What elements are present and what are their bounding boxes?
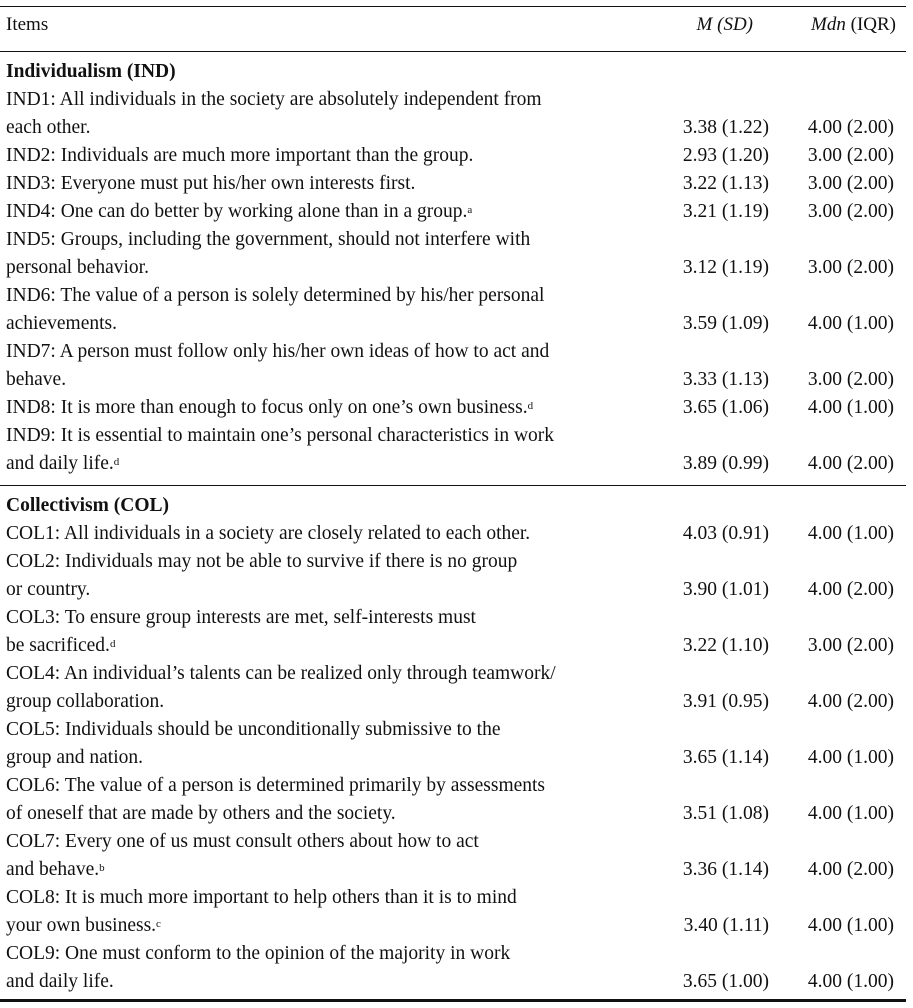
item-line	[6, 912, 646, 940]
header-items: Items	[6, 14, 49, 35]
item-line-text: or country.	[6, 579, 91, 600]
header-m: M	[696, 14, 713, 35]
item-line	[6, 198, 646, 226]
item-text	[6, 226, 646, 282]
item-line-text: IND1: All individuals in the society are absolutely independent from	[6, 89, 542, 110]
median-iqr-cell: 4.00 (1.00)	[807, 397, 894, 418]
table-row	[0, 226, 906, 282]
item-line	[6, 632, 646, 660]
item-text	[6, 338, 646, 394]
mean-sd-cell: 3.36 (1.14)	[682, 859, 769, 880]
item-line	[6, 114, 646, 142]
item-text	[6, 716, 646, 772]
item-text	[6, 660, 646, 716]
item-line-text: and daily life.	[6, 453, 114, 474]
item-text	[6, 940, 646, 996]
item-line	[6, 660, 646, 688]
item-line-text: personal behavior.	[6, 257, 149, 278]
median-iqr-cell: 3.00 (2.00)	[807, 173, 894, 194]
mean-sd-cell: 3.51 (1.08)	[682, 803, 769, 824]
item-text	[6, 548, 646, 604]
mean-sd-cell: 3.89 (0.99)	[682, 453, 769, 474]
item-line	[6, 828, 646, 856]
item-line-text: IND3: Everyone must put his/her own interests first.	[6, 173, 416, 194]
median-iqr-cell: 3.00 (2.00)	[807, 635, 894, 656]
item-line-text: group and nation.	[6, 747, 144, 768]
header-sd: SD	[723, 14, 747, 35]
mean-sd-cell: 3.21 (1.19)	[682, 201, 769, 222]
footnote-marker: b	[99, 862, 105, 874]
item-line-text: achievements.	[6, 313, 117, 334]
item-line	[6, 856, 646, 884]
item-line	[6, 548, 646, 576]
header-mdn: Mdn	[811, 14, 846, 35]
item-line-text: each other.	[6, 117, 91, 138]
item-line-text: group collaboration.	[6, 691, 165, 712]
section-title-word: Collectivism	[6, 495, 109, 516]
item-text	[6, 198, 646, 226]
item-text	[6, 422, 646, 478]
section-title-abbr: IND	[133, 61, 170, 82]
table-row	[0, 884, 906, 940]
median-iqr-cell: 4.00 (2.00)	[807, 691, 894, 712]
item-line-text: IND6: The value of a person is solely determined by his/her personal	[6, 285, 545, 306]
item-line	[6, 282, 646, 310]
mean-sd-cell: 3.22 (1.10)	[682, 635, 769, 656]
mean-sd-cell: 3.65 (1.14)	[682, 747, 769, 768]
bottom-rule	[0, 999, 906, 1002]
item-line	[6, 310, 646, 338]
item-line	[6, 338, 646, 366]
item-line	[6, 604, 646, 632]
median-iqr-cell: 3.00 (2.00)	[807, 257, 894, 278]
footnote-marker: c	[156, 918, 161, 930]
item-line	[6, 716, 646, 744]
item-text	[6, 604, 646, 660]
item-text	[6, 520, 646, 548]
item-line-text: and daily life.	[6, 971, 114, 992]
table-row	[0, 142, 906, 170]
item-text	[6, 86, 646, 142]
median-iqr-cell: 4.00 (1.00)	[807, 523, 894, 544]
mean-sd-cell: 3.65 (1.06)	[682, 397, 769, 418]
median-iqr-cell: 3.00 (2.00)	[807, 201, 894, 222]
table-row	[0, 828, 906, 884]
table-row	[0, 338, 906, 394]
table-row	[0, 198, 906, 226]
table-row	[0, 940, 906, 996]
table-row	[0, 170, 906, 198]
header-rule	[0, 51, 906, 52]
item-line	[6, 800, 646, 828]
mean-sd-cell: 3.22 (1.13)	[682, 173, 769, 194]
item-line	[6, 394, 646, 422]
item-line-text: your own business.	[6, 915, 157, 936]
median-iqr-cell: 4.00 (1.00)	[807, 313, 894, 334]
section-divider-rule	[0, 485, 906, 486]
median-iqr-cell: 4.00 (1.00)	[807, 803, 894, 824]
item-line	[6, 520, 646, 548]
item-line	[6, 422, 646, 450]
table-row	[0, 772, 906, 828]
mean-sd-cell: 4.03 (0.91)	[682, 523, 769, 544]
item-line-text: behave.	[6, 369, 67, 390]
item-line-text: be sacrificed.	[6, 635, 110, 656]
item-line-text: IND8: It is more than enough to focus only on one’s own business.	[6, 397, 528, 418]
item-line	[6, 688, 646, 716]
table-row	[0, 660, 906, 716]
item-line-text: COL5: Individuals should be unconditionally submissive to the	[6, 719, 501, 740]
section-title-abbr: COL	[120, 495, 163, 516]
item-line-text: of oneself that are made by others and the society.	[6, 803, 396, 824]
median-iqr-cell: 4.00 (1.00)	[807, 915, 894, 936]
table-row	[0, 282, 906, 338]
item-text	[6, 282, 646, 338]
section-title-word: Individualism	[6, 61, 122, 82]
item-line-text: COL1: All individuals in a society are closely related to each other.	[6, 523, 531, 544]
item-line-text: IND5: Groups, including the government, should not interfere with	[6, 229, 531, 250]
item-line	[6, 884, 646, 912]
mean-sd-cell: 3.59 (1.09)	[682, 313, 769, 334]
footnote-marker: d	[113, 456, 120, 468]
item-text	[6, 142, 646, 170]
item-line	[6, 450, 646, 478]
item-line-text: IND2: Individuals are much more important than the group.	[6, 145, 474, 166]
item-line-text: IND7: A person must follow only his/her own ideas of how to act and	[6, 341, 550, 362]
item-line-text: COL7: Every one of us must consult others about how to act	[6, 831, 479, 852]
item-text	[6, 828, 646, 884]
mean-sd-cell: 3.40 (1.11)	[683, 915, 769, 936]
median-iqr-cell: 3.00 (2.00)	[807, 145, 894, 166]
table-row	[0, 520, 906, 548]
item-line-text: IND9: It is essential to maintain one’s personal characteristics in work	[6, 425, 555, 446]
footnote-marker: d	[109, 638, 116, 650]
item-line	[6, 86, 646, 114]
median-iqr-cell: 4.00 (2.00)	[807, 117, 894, 138]
item-line	[6, 940, 646, 968]
table-row	[0, 394, 906, 422]
header-mean-sd: M (SD)	[696, 14, 753, 35]
header-iqr: IQR	[856, 14, 890, 35]
table-row	[0, 604, 906, 660]
item-text	[6, 394, 646, 422]
mean-sd-cell: 3.90 (1.01)	[682, 579, 769, 600]
median-iqr-cell: 3.00 (2.00)	[807, 369, 894, 390]
top-rule	[0, 6, 906, 7]
median-iqr-cell: 4.00 (1.00)	[807, 971, 894, 992]
item-line-text: and behave.	[6, 859, 100, 880]
item-text	[6, 170, 646, 198]
item-line	[6, 744, 646, 772]
item-line	[6, 142, 646, 170]
item-line-text: COL4: An individual’s talents can be realized only through teamwork/	[6, 663, 556, 684]
table-header	[0, 14, 906, 42]
mean-sd-cell: 3.65 (1.00)	[682, 971, 769, 992]
table-row	[0, 422, 906, 478]
median-iqr-cell: 4.00 (2.00)	[807, 859, 894, 880]
mean-sd-cell: 3.12 (1.19)	[682, 257, 769, 278]
item-line	[6, 170, 646, 198]
item-line	[6, 576, 646, 604]
item-line	[6, 366, 646, 394]
table-row	[0, 716, 906, 772]
item-line-text: COL8: It is much more important to help others than it is to mind	[6, 887, 517, 908]
median-iqr-cell: 4.00 (2.00)	[807, 453, 894, 474]
header-median-iqr: Mdn (IQR)	[811, 14, 896, 35]
table-row	[0, 86, 906, 142]
section-title: Individualism (IND)	[6, 61, 176, 82]
item-line-text: COL9: One must conform to the opinion of the majority in work	[6, 943, 511, 964]
item-line	[6, 254, 646, 282]
median-iqr-cell: 4.00 (2.00)	[807, 579, 894, 600]
item-line-text: COL6: The value of a person is determined primarily by assessments	[6, 775, 546, 796]
table-row	[0, 548, 906, 604]
item-text	[6, 772, 646, 828]
footnote-marker: d	[527, 400, 534, 412]
footnote-marker: a	[467, 204, 473, 216]
item-line	[6, 968, 646, 996]
item-line	[6, 772, 646, 800]
mean-sd-cell: 3.38 (1.22)	[682, 117, 769, 138]
item-line-text: COL2: Individuals may not be able to survive if there is no group	[6, 551, 518, 572]
item-line-text: COL3: To ensure group interests are met, self-interests must	[6, 607, 476, 628]
mean-sd-cell: 3.91 (0.95)	[682, 691, 769, 712]
item-line	[6, 226, 646, 254]
mean-sd-cell: 2.93 (1.20)	[682, 145, 769, 166]
item-line-text: IND4: One can do better by working alone than in a group.	[6, 201, 468, 222]
section-title: Collectivism (COL)	[6, 495, 170, 516]
mean-sd-cell: 3.33 (1.13)	[682, 369, 769, 390]
median-iqr-cell: 4.00 (1.00)	[807, 747, 894, 768]
item-text	[6, 884, 646, 940]
